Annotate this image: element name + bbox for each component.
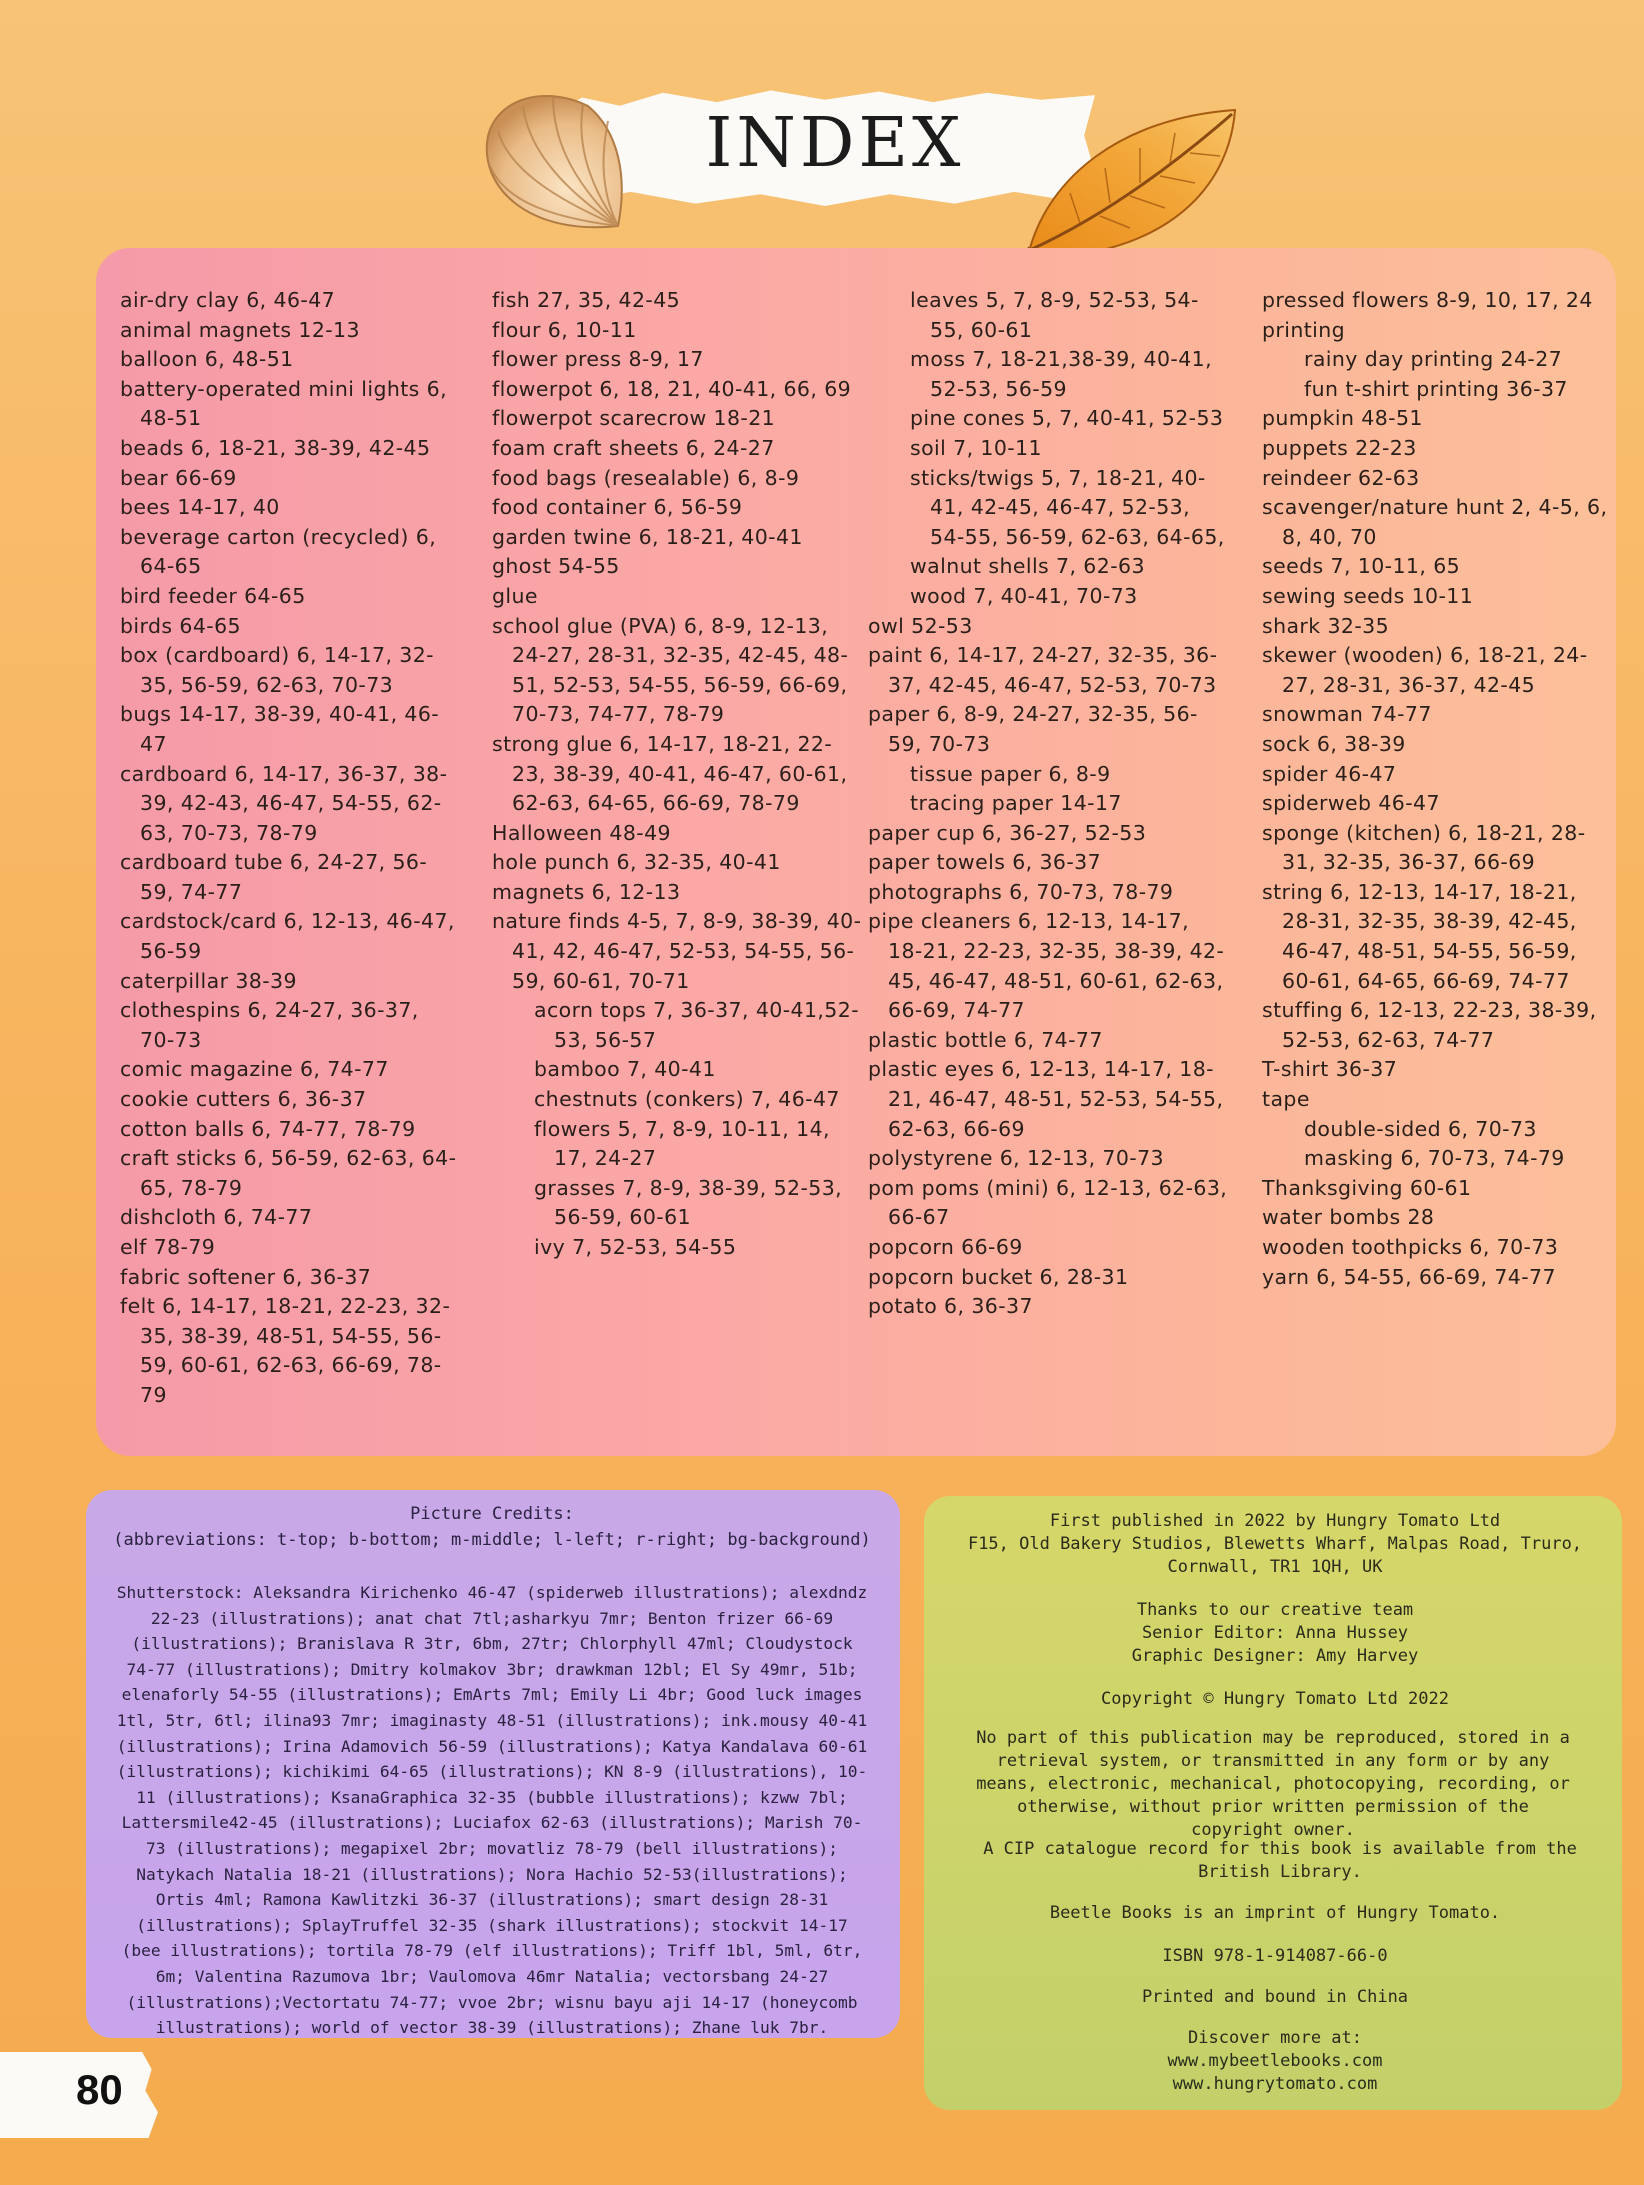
index-entry: plastic eyes 6, 12-13, 14-17, 18-21, 46-47, 48-51, 52-53, 54-55, 62-63, 66-69: [868, 1057, 1224, 1141]
website-link-2[interactable]: www.hungrytomato.com: [1172, 2074, 1378, 2094]
index-column-1: [120, 286, 460, 1411]
index-entry: air-dry clay 6, 46-47: [120, 288, 336, 312]
index-entry: battery-operated mini lights 6, 48-51: [120, 376, 448, 431]
index-entry: food bags (resealable) 6, 8-9: [492, 465, 800, 490]
index-entry: scavenger/nature hunt 2, 4-5, 6, 8, 40, 70: [1262, 495, 1608, 549]
index-subentry: bamboo 7, 40-41: [534, 1057, 716, 1082]
index-entry: pom poms (mini) 6, 12-13, 62-63, 66-67: [868, 1175, 1228, 1230]
index-entry: popcorn bucket 6, 28-31: [868, 1264, 1129, 1289]
index-entry: magnets 6, 12-13: [492, 879, 681, 904]
index-entry: sponge (kitchen) 6, 18-21, 28-31, 32-35, 36-37, 66-69: [1262, 820, 1586, 875]
index-column-2: [492, 286, 862, 1263]
index-subentry: grasses 7, 8-9, 38-39, 52-53, 56-59, 60-61: [534, 1175, 843, 1230]
index-subentry: fun t-shirt printing 36-37: [1304, 376, 1568, 401]
index-subentry: wood 7, 40-41, 70-73: [910, 583, 1138, 608]
index-entry: flour 6, 10-11: [492, 317, 637, 342]
index-entry: fabric softener 6, 36-37: [120, 1264, 372, 1289]
index-entry: animal magnets 12-13: [120, 317, 360, 342]
index-subentry: acorn tops 7, 36-37, 40-41,52-53, 56-57: [534, 998, 859, 1052]
index-entry: yarn 6, 54-55, 66-69, 74-77: [1262, 1264, 1556, 1289]
index-subentry: tracing paper 14-17: [910, 791, 1122, 816]
index-subentry: chestnuts (conkers) 7, 46-47: [534, 1087, 840, 1112]
index-entry: caterpillar 38-39: [120, 968, 297, 993]
discover-label: Discover more at:: [1188, 2028, 1362, 2048]
index-entry: foam craft sheets 6, 24-27: [492, 435, 775, 460]
imprint-line: Beetle Books is an imprint of Hungry Tomato.: [1049, 1903, 1501, 1923]
index-entry: balloon 6, 48-51: [120, 347, 294, 372]
index-entry: wooden toothpicks 6, 70-73: [1262, 1235, 1559, 1259]
index-entry: flower press 8-9, 17: [492, 347, 704, 372]
index-entry: ghost 54-55: [492, 554, 620, 579]
index-column-3: [868, 286, 1228, 1322]
index-entry: birds 64-65: [120, 613, 241, 638]
index-subentry: masking 6, 70-73, 74-79: [1304, 1146, 1565, 1171]
index-subentry: flowers 5, 7, 8-9, 10-11, 14, 17, 24-27: [534, 1116, 830, 1171]
index-entry: pipe cleaners 6, 12-13, 14-17, 18-21, 22-23, 32-35, 38-39, 42-45, 46-47, 48-51, 60-61, 62-63, 66-69, 74-77: [868, 909, 1225, 1023]
index-entry: beads 6, 18-21, 38-39, 42-45: [120, 435, 431, 460]
website-link-1[interactable]: www.mybeetlebooks.com: [1167, 2051, 1383, 2071]
index-entry: paper towels 6, 36-37: [868, 850, 1102, 875]
index-entry: flowerpot 6, 18, 21, 40-41, 66, 69: [492, 376, 852, 401]
index-entry: popcorn 66-69: [868, 1235, 1023, 1259]
thanks-line: Thanks to our creative team: [1136, 1600, 1414, 1620]
index-entry: flowerpot scarecrow 18-21: [492, 406, 776, 431]
index-entry: puppets 22-23: [1262, 435, 1417, 460]
index-entry: seeds 7, 10-11, 65: [1262, 554, 1461, 579]
index-entry: paper cup 6, 36-27, 52-53: [868, 820, 1147, 845]
index-entry: strong glue 6, 14-17, 18-21, 22-23, 38-39, 40-41, 46-47, 60-61, 62-63, 64-65, 66-69, 78-79: [492, 731, 848, 816]
index-subentry: moss 7, 18-21,38-39, 40-41, 52-53, 56-59: [910, 347, 1213, 401]
index-entry: food container 6, 56-59: [492, 495, 743, 520]
index-entry: spiderweb 46-47: [1262, 791, 1440, 816]
credits-title: Picture Credits:: [410, 1504, 574, 1524]
index-subentry: leaves 5, 7, 8-9, 52-53, 54-55, 60-61: [910, 288, 1199, 342]
index-subentry: soil 7, 10-11: [910, 435, 1042, 460]
index-entry: polystyrene 6, 12-13, 70-73: [868, 1146, 1164, 1171]
index-subentry: ivy 7, 52-53, 54-55: [534, 1235, 737, 1259]
index-entry: bees 14-17, 40: [120, 495, 280, 520]
index-entry: Thanksgiving 60-61: [1262, 1175, 1472, 1200]
index-entry: water bombs 28: [1262, 1205, 1435, 1230]
index-entry: beverage carton (recycled) 6, 64-65: [120, 524, 437, 579]
index-entry: cardstock/card 6, 12-13, 46-47, 56-59: [120, 909, 455, 964]
address-line-2: Cornwall, TR1 1QH, UK: [1167, 1557, 1383, 1577]
index-entry: string 6, 12-13, 14-17, 18-21, 28-31, 32-35, 38-39, 42-45, 46-47, 48-51, 54-55, 56-59, 60-61, 64-65, 66-69, 74-77: [1262, 879, 1577, 993]
credits-abbreviations: (abbreviations: t-top; b-bottom; m-middle; l-left; r-right; bg-background): [113, 1530, 871, 1550]
index-entry: T-shirt 36-37: [1262, 1057, 1398, 1082]
index-entry: bird feeder 64-65: [120, 583, 306, 608]
index-subentry: pine cones 5, 7, 40-41, 52-53: [910, 406, 1224, 431]
page-number: 80: [76, 2066, 123, 2113]
index-subentry: tissue paper 6, 8-9: [910, 761, 1111, 786]
printed-line: Printed and bound in China: [1141, 1987, 1409, 2007]
graphic-designer: Graphic Designer: Amy Harvey: [1131, 1646, 1419, 1666]
index-entry: paint 6, 14-17, 24-27, 32-35, 36-37, 42-45, 46-47, 52-53, 70-73: [868, 643, 1218, 697]
index-entry: photographs 6, 70-73, 78-79: [868, 879, 1174, 904]
index-entry: garden twine 6, 18-21, 40-41: [492, 524, 803, 549]
index-entry: nature finds 4-5, 7, 8-9, 38-39, 40-41, 42, 46-47, 52-53, 54-55, 56-59, 60-61, 70-71: [492, 909, 862, 993]
index-entry: glue: [492, 583, 538, 608]
index-subentry: walnut shells 7, 62-63: [910, 554, 1145, 579]
index-subentry: rainy day printing 24-27: [1304, 347, 1563, 372]
address-line-1: F15, Old Bakery Studios, Blewetts Wharf, Malpas Road, Truro,: [967, 1534, 1583, 1554]
index-entry: cardboard tube 6, 24-27, 56-59, 74-77: [120, 850, 428, 904]
index-entry: cotton balls 6, 74-77, 78-79: [120, 1116, 416, 1141]
index-entry: printing: [1262, 317, 1346, 342]
index-entry: cardboard 6, 14-17, 36-37, 38-39, 42-43, 46-47, 54-55, 62-63, 70-73, 78-79: [120, 761, 448, 845]
copyright-line: Copyright © Hungry Tomato Ltd 2022: [1101, 1689, 1449, 1709]
rights-notice: No part of this publication may be reproduced, stored in a retrieval system, or transmitted in any form or by any means, electronic, mechanical, photocopying, recording, or otherwise, without prior written permission of the copyright owner.: [976, 1728, 1570, 1840]
index-entry: plastic bottle 6, 74-77: [868, 1027, 1103, 1052]
index-entry: tape: [1262, 1087, 1310, 1112]
index-subentry: sticks/twigs 5, 7, 18-21, 40-41, 42-45, 46-47, 52-53, 54-55, 56-59, 62-63, 64-65,: [910, 465, 1225, 549]
index-entry: bugs 14-17, 38-39, 40-41, 46-47: [120, 702, 440, 756]
index-entry: shark 32-35: [1262, 613, 1390, 638]
index-entry: skewer (wooden) 6, 18-21, 24-27, 28-31, 36-37, 42-45: [1262, 643, 1588, 697]
index-entry: stuffing 6, 12-13, 22-23, 38-39, 52-53, 62-63, 74-77: [1262, 998, 1597, 1052]
index-entry: Halloween 48-49: [492, 820, 671, 845]
index-entry: potato 6, 36-37: [868, 1294, 1033, 1319]
discover-block: [940, 2027, 1610, 2096]
credits-team: [940, 1599, 1610, 1668]
index-entry: school glue (PVA) 6, 8-9, 12-13, 24-27, 28-31, 32-35, 42-45, 48-51, 52-53, 54-55, 56-59, 66-69, 70-73, 74-77, 78-79: [492, 613, 849, 727]
index-entry: felt 6, 14-17, 18-21, 22-23, 32-35, 38-39, 48-51, 54-55, 56-59, 60-61, 62-63, 66-69, 78-79: [120, 1294, 451, 1407]
index-entry: dishcloth 6, 74-77: [120, 1205, 313, 1230]
index-entry: cookie cutters 6, 36-37: [120, 1087, 367, 1112]
page-title: INDEX: [705, 104, 965, 183]
index-entry: paper 6, 8-9, 24-27, 32-35, 56-59, 70-73: [868, 702, 1198, 756]
index-entry: elf 78-79: [120, 1235, 216, 1259]
index-entry: box (cardboard) 6, 14-17, 32-35, 56-59, 62-63, 70-73: [120, 643, 434, 697]
index-entry: sewing seeds 10-11: [1262, 583, 1474, 608]
index-entry: snowman 74-77: [1262, 702, 1432, 727]
index-entry: owl 52-53: [868, 613, 973, 638]
isbn-line: ISBN 978-1-914087-66-0: [1162, 1946, 1388, 1966]
index-entry: spider 46-47: [1262, 761, 1397, 786]
index-entry: bear 66-69: [120, 465, 237, 490]
cip-notice: A CIP catalogue record for this book is available from the British Library.: [983, 1839, 1577, 1882]
credits-body: Shutterstock: Aleksandra Kirichenko 46-47 (spiderweb illustrations); alexdndz 22-23 (illustrations); anat chat 7tl;asharkyu 7mr; Benton frizer 66-69 (illustrations); Branislava R 3tr, 6bm, 27tr; Chlorphyll 47ml; Cloudystock 74-77 (illustrations); Dmitry kolmakov 3br; drawkman 12bl; El Sy 49mr, 51b; elenaforly 54-55 (illustrations); EmArts 7ml; Emily Li 4br; Good luck images 1tl, 5tr, 6tl; ilina93 7mr; imaginasty 48-51 (illustrations); ink.mousy 40-41 (illustrations); Irina Adamovich 56-59 (illustrations); Katya Kandalava 60-61 (illustrations); kichikimi 64-65 (illustrations); KN 8-9 (illustrations), 10-11 (illustrations); KsanaGraphica 32-35 (bubble illustrations); kzww 7bl; Lattersmile42-45 (illustrations); Luciafox 62-63 (illustrations); Marish 70-73 (illustrations); megapixel 2br; movatliz 78-79 (bell illustrations); Natykach Natalia 18-21 (illustrations); Nora Hachio 52-53(illustrations); Ortis 4ml; Ramona Kawlitzki 36-37 (illustrations); smart design 28-31 (illustrations); SplayTruffel 32-35 (shark illustrations); stockvit 14-17 (bee illustrations); tortila 78-79 (elf illustrations); Triff 1bl, 5ml, 6tr, 6m; Valentina Razumova 1br; Vaulomova 46mr Natalia; vectorsbang 24-27 (illustrations);Vectortatu 74-77; vvoe 2br; wisnu bayu aji 14-17 (honeycomb illustrations); world of vector 38-39 (illustrations); Zhane luk 7br.: [116, 1583, 868, 2038]
first-published: First published in 2022 by Hungry Tomato Ltd: [1049, 1511, 1501, 1531]
index-entry: pressed flowers 8-9, 10, 17, 24: [1262, 288, 1593, 312]
senior-editor: Senior Editor: Anna Hussey: [1141, 1623, 1409, 1643]
index-entry: reindeer 62-63: [1262, 465, 1420, 490]
index-entry: clothespins 6, 24-27, 36-37, 70-73: [120, 998, 419, 1052]
index-subentry: double-sided 6, 70-73: [1304, 1116, 1537, 1141]
index-entry: pumpkin 48-51: [1262, 406, 1423, 431]
index-entry: sock 6, 38-39: [1262, 731, 1406, 756]
publisher-header: [940, 1510, 1610, 1579]
index-entry: fish 27, 35, 42-45: [492, 288, 681, 312]
index-entry: hole punch 6, 32-35, 40-41: [492, 850, 781, 875]
index-entry: comic magazine 6, 74-77: [120, 1057, 389, 1082]
index-column-4: [1262, 286, 1612, 1292]
index-entry: craft sticks 6, 56-59, 62-63, 64-65, 78-79: [120, 1146, 457, 1200]
